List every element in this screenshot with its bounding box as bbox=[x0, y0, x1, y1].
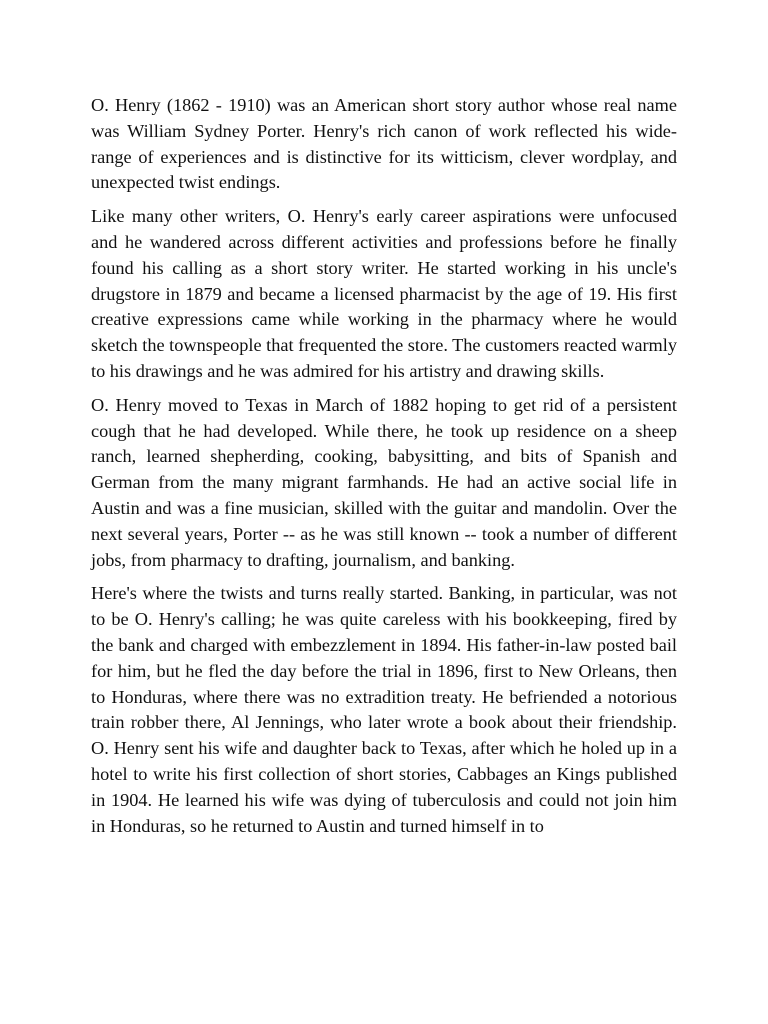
paragraph-2: Like many other writers, O. Henry's early career aspirations were unfocused and he wandered across different activities and professions before he finally found his calling as a short story writer. He started working in his uncle's drugstore in 1879 and became a licensed pharmacist by the age of 19. His first creative expressions came while working in the pharmacy where he would sketch the townspeople that frequented the store. The customers reacted warmly to his drawings and he was admired for his artistry and drawing skills. bbox=[91, 206, 677, 381]
paragraph-4: Here's where the twists and turns really started. Banking, in particular, was not to be O. Henry's calling; he was quite careless with his bookkeeping, fired by the bank and charged with embezzlement in 1894. His father-in-law posted bail for him, but he fled the day before the trial in 1896, first to New Orleans, then to Honduras, where there was no extradition treaty. He befriended a notorious train robber there, Al Jennings, who later wrote a book about their friendship. O. Henry sent his wife and daughter back to Texas, after which he holed up in a hotel to write his first collection of short stories, Cabbages an Kings published in 1904. He learned his wife was dying of tuberculosis and could not join him in Honduras, so he returned to Austin and turned himself in to bbox=[91, 583, 677, 836]
document-body bbox=[91, 93, 677, 847]
paragraph-3: O. Henry moved to Texas in March of 1882 hoping to get rid of a persistent cough that he had developed. While there, he took up residence on a sheep ranch, learned shepherding, cooking, babysitting, and bits of Spanish and German from the many migrant farmhands. He had an active social life in Austin and was a fine musician, skilled with the guitar and mandolin. Over the next several years, Porter -- as he was still known -- took a number of different jobs, from pharmacy to drafting, journalism, and banking. bbox=[91, 394, 677, 570]
paragraph-1: O. Henry (1862 - 1910) was an American short story author whose real name was William Sydney Porter. Henry's rich canon of work reflected his wide-range of experiences and is distinctive for its witticism, clever wordplay, and unexpected twist endings. bbox=[91, 95, 677, 193]
